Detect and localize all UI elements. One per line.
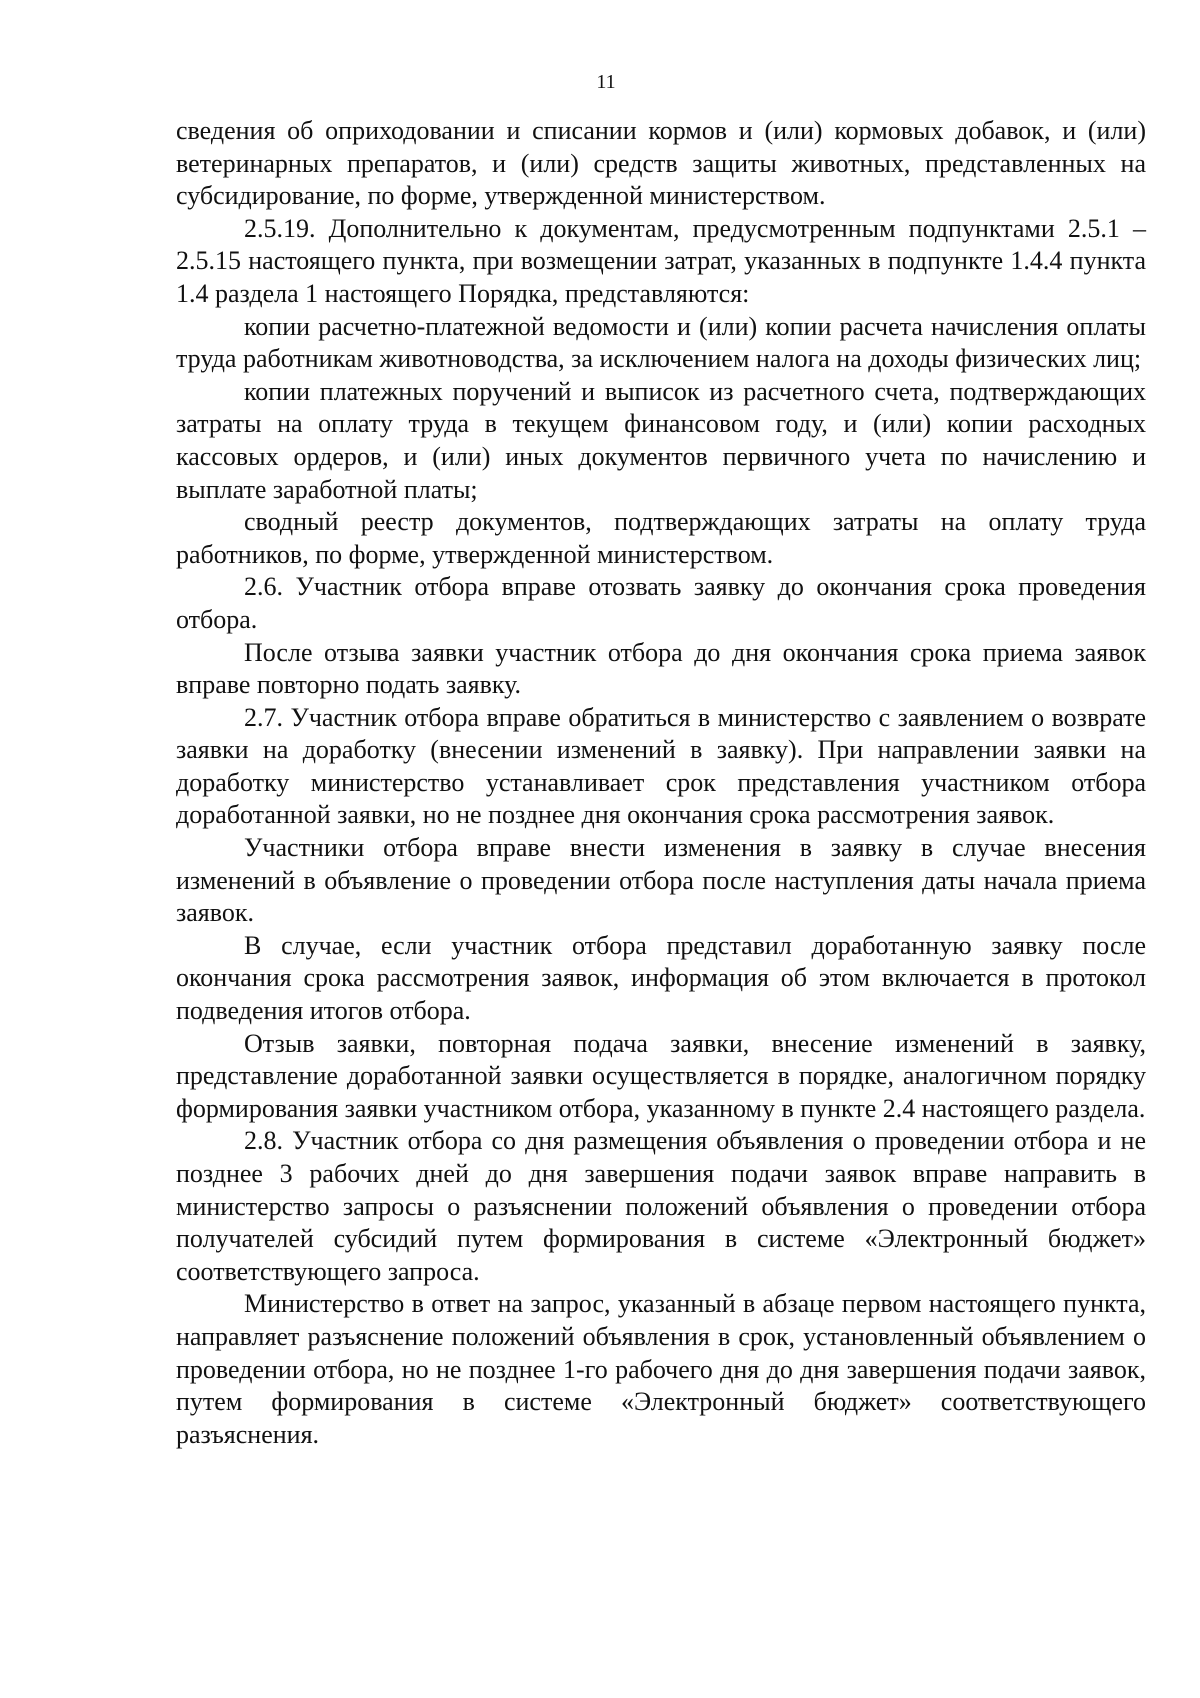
paragraph-procedure: Отзыв заявки, повторная подача заявки, внесение изменений в заявку, представление доработанной заявки осуществляется в порядке, аналогичном порядку формирования заявки участником отбора, указанному в пункте 2.4 настоящего раздела. (176, 1028, 1146, 1123)
paragraph-2-6: 2.6. Участник отбора вправе отозвать заявку до окончания срока проведения отбора. (176, 572, 1146, 634)
paragraph-summary-register: сводный реестр документов, подтверждающих затраты на оплату труда работников, по форме, утвержденной министерством. (176, 507, 1146, 569)
paragraph-resubmit: После отзыва заявки участник отбора до дня окончания срока приема заявок вправе повторно подать заявку. (176, 637, 1146, 700)
paragraph-payment-orders: копии платежных поручений и выписок из расчетного счета, подтверждающих затраты на оплату труда в текущем финансовом году, и (или) копии расходных кассовых ордеров, и (или) иных документов первичного учета по начислению и выплате заработной платы; (176, 376, 1146, 504)
paragraph-2-8: 2.8. Участник отбора со дня размещения объявления о проведении отбора и не позднее 3 рабочих дней до дня завершения подачи заявок вправе направить в министерство запросы о разъяснении положений объявления о проведении отбора получателей субсидий путем формирования в системе «Электронный бюджет» соответствующего запроса. (176, 1126, 1146, 1286)
paragraph-late-revision: В случае, если участник отбора представил доработанную заявку после окончания срока рассмотрения заявок, информация об этом включается в протокол подведения итогов отбора. (176, 930, 1146, 1026)
paragraph-changes: Участники отбора вправе внести изменения в заявку в случае внесения изменений в объявление о проведении отбора после наступления даты начала приема заявок. (176, 833, 1146, 928)
document-body (176, 115, 1146, 1451)
paragraph-ministry-response: Министерство в ответ на запрос, указанный в абзаце первом настоящего пункта, направляет разъяснение положений объявления в срок, установленный объявлением о проведении отбора, но не позднее 1-го рабочего дня до дня завершения подачи заявок, путем формирования в системе «Электронный бюджет» соответствующего разъяснения. (176, 1289, 1146, 1449)
paragraph-2-5-19: 2.5.19. Дополнительно к документам, предусмотренным подпунктами 2.5.1 – 2.5.15 настоящего пункта, при возмещении затрат, указанных в подпункте 1.4.4 пункта 1.4 раздела 1 настоящего Порядка, представляются: (176, 213, 1146, 308)
paragraph-payroll-copies: копии расчетно-платежной ведомости и (или) копии расчета начисления оплаты труда работникам животноводства, за исключением налога на доходы физических лиц; (176, 311, 1146, 374)
page-number: 11 (596, 71, 616, 93)
paragraph-2-7: 2.7. Участник отбора вправе обратиться в министерство с заявлением о возврате заявки на доработку (внесении изменений в заявку). При направлении заявки на доработку министерство устанавливает срок представления участником отбора доработанной заявки, но не позднее дня окончания срока рассмотрения заявок. (176, 702, 1146, 830)
paragraph-feed-records: сведения об оприходовании и списании кормов и (или) кормовых добавок, и (или) ветеринарных препаратов, и (или) средств защиты животных, представленных на субсидирование, по форме, утвержденной министерством. (176, 116, 1146, 211)
